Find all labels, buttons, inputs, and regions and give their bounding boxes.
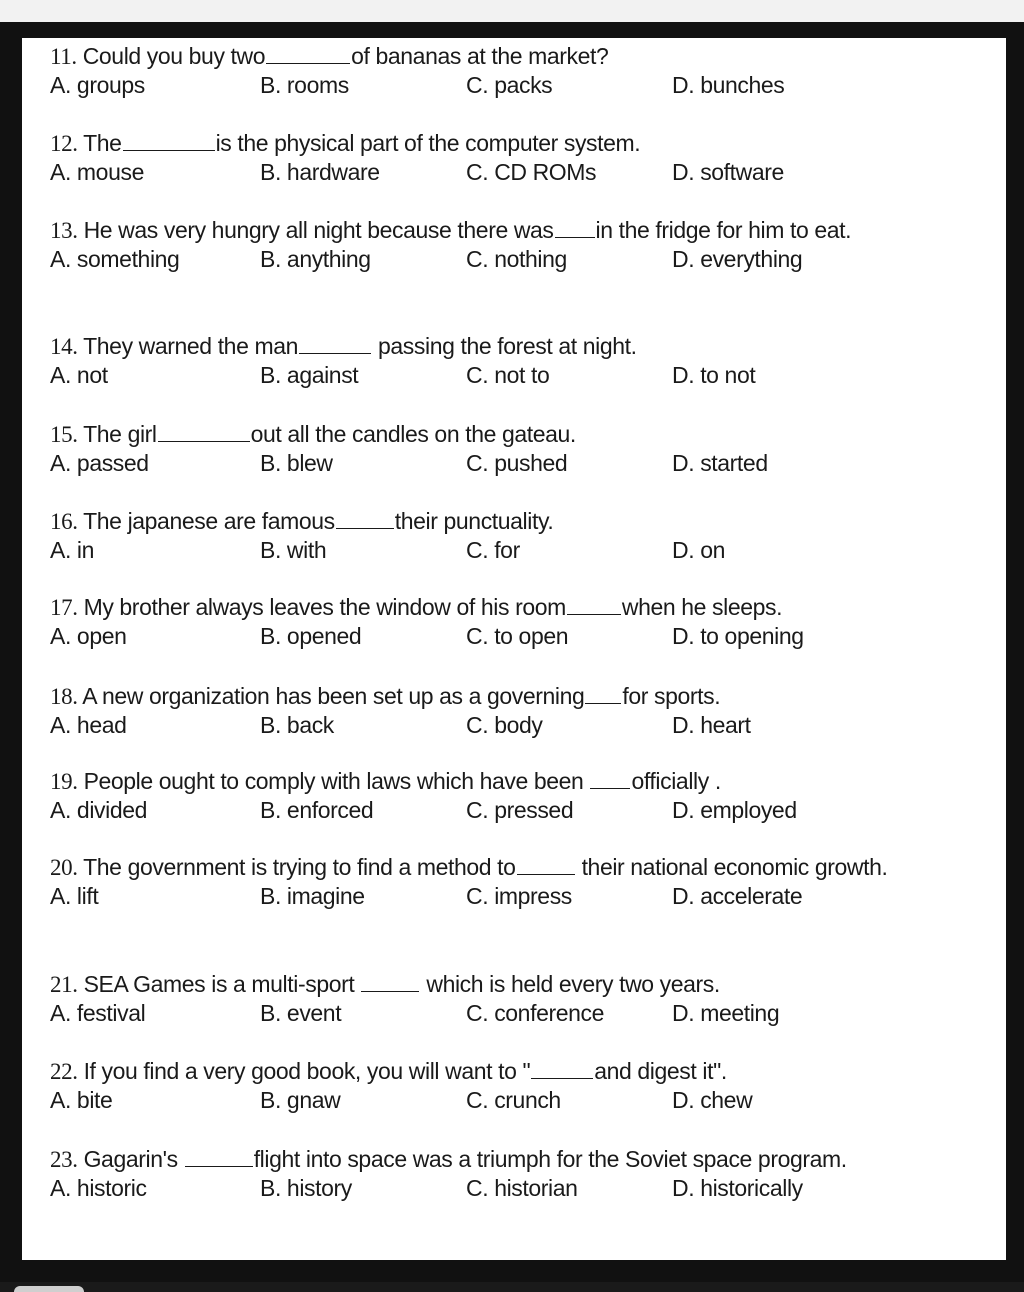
stem-text-after: in the fridge for him to eat. — [595, 217, 852, 243]
option-a: A. mouse — [50, 159, 144, 185]
stem-text-before: The japanese are famous — [83, 508, 335, 534]
question-stem — [50, 593, 950, 622]
option-b: B. hardware — [260, 159, 380, 185]
scroll-thumb[interactable] — [14, 1286, 84, 1292]
option-c: C. nothing — [466, 246, 567, 272]
question-20 — [50, 853, 950, 911]
option-c: C. not to — [466, 362, 550, 388]
answer-blank — [517, 854, 575, 875]
answer-blank — [567, 594, 621, 615]
question-11 — [50, 42, 950, 100]
stem-text-after: for sports. — [622, 683, 721, 709]
option-c: C. crunch — [466, 1087, 561, 1113]
option-b: B. back — [260, 712, 334, 738]
top-strip — [0, 0, 1024, 22]
options-row — [50, 711, 950, 740]
option-d: D. to not — [672, 362, 756, 388]
stem-text-after: is the physical part of the computer system. — [215, 130, 641, 156]
question-number: 11. — [50, 44, 77, 69]
stem-text-after: which is held every two years. — [426, 971, 720, 997]
stem-text-after: of bananas at the market? — [351, 43, 609, 69]
question-23 — [50, 1145, 950, 1203]
option-c: C. for — [466, 537, 520, 563]
option-b: B. imagine — [260, 883, 365, 909]
stem-text-after: when he sleeps. — [621, 594, 783, 620]
stem-text-after: flight into space was a triumph for the Soviet space program. — [253, 1146, 847, 1172]
question-14 — [50, 332, 950, 390]
question-13 — [50, 216, 950, 274]
option-a: A. historic — [50, 1175, 147, 1201]
stem-text-before: Could you buy two — [82, 43, 266, 69]
options-row — [50, 449, 950, 478]
stem-text-before: The government is trying to find a method to — [83, 854, 516, 880]
option-b: B. anything — [260, 246, 371, 272]
option-b: B. event — [260, 1000, 342, 1026]
stem-text-before: They warned the man — [83, 333, 298, 359]
question-stem — [50, 1145, 947, 1174]
question-number: 12. — [50, 131, 78, 156]
option-c: C. conference — [466, 1000, 604, 1026]
answer-blank — [158, 421, 250, 442]
option-a: A. bite — [50, 1087, 113, 1113]
option-a: A. open — [50, 623, 127, 649]
options-row — [50, 1174, 950, 1203]
options-row — [50, 158, 950, 187]
option-b: B. blew — [260, 450, 333, 476]
stem-text-after: and digest it". — [594, 1058, 727, 1084]
question-stem — [50, 216, 967, 245]
answer-blank — [123, 130, 215, 151]
option-a: A. festival — [50, 1000, 146, 1026]
question-number: 23. — [50, 1147, 78, 1172]
option-d: D. accelerate — [672, 883, 803, 909]
answer-blank — [585, 683, 621, 704]
stem-text-after: passing the forest at night. — [378, 333, 637, 359]
option-b: B. against — [260, 362, 359, 388]
options-row — [50, 796, 950, 825]
stem-text-before: A new organization has been set up as a governing — [82, 683, 585, 709]
stem-text-before: My brother always leaves the window of his room — [83, 594, 566, 620]
question-16 — [50, 507, 950, 565]
option-d: D. to opening — [672, 623, 804, 649]
question-21 — [50, 970, 950, 1028]
option-b: B. with — [260, 537, 327, 563]
option-a: A. groups — [50, 72, 145, 98]
option-d: D. employed — [672, 797, 797, 823]
stem-text-before: The girl — [83, 421, 157, 447]
stem-text-before: He was very hungry all night because there was — [83, 217, 554, 243]
question-18 — [50, 682, 950, 740]
options-row — [50, 245, 950, 274]
answer-blank — [361, 971, 419, 992]
option-c: C. pushed — [466, 450, 568, 476]
answer-blank — [185, 1146, 253, 1167]
option-b: B. gnaw — [260, 1087, 341, 1113]
question-number: 17. — [50, 595, 78, 620]
question-number: 14. — [50, 334, 78, 359]
answer-blank — [336, 508, 394, 529]
option-a: A. not — [50, 362, 108, 388]
question-stem — [50, 853, 967, 882]
question-number: 22. — [50, 1059, 78, 1084]
option-d: D. meeting — [672, 1000, 780, 1026]
option-a: A. lift — [50, 883, 99, 909]
options-row — [50, 361, 950, 390]
option-d: D. heart — [672, 712, 751, 738]
option-d: D. on — [672, 537, 725, 563]
stem-text-after: out all the candles on the gateau. — [250, 421, 576, 447]
question-number: 19. — [50, 769, 78, 794]
stem-text-before: Gagarin's — [83, 1146, 178, 1172]
option-d: D. chew — [672, 1087, 753, 1113]
question-stem — [50, 129, 950, 158]
answer-blank — [299, 333, 371, 354]
question-number: 18. — [50, 684, 78, 709]
answer-blank — [555, 217, 595, 238]
options-row — [50, 1086, 950, 1115]
question-stem — [50, 682, 950, 711]
question-22 — [50, 1057, 950, 1115]
question-stem — [50, 420, 950, 449]
bottom-bar — [0, 1282, 1024, 1292]
option-a: A. head — [50, 712, 127, 738]
option-a: A. in — [50, 537, 95, 563]
option-c: C. CD ROMs — [466, 159, 597, 185]
options-row — [50, 882, 950, 911]
option-a: A. passed — [50, 450, 149, 476]
answer-blank — [266, 43, 350, 64]
options-row — [50, 536, 950, 565]
question-stem — [50, 1057, 950, 1086]
option-b: B. history — [260, 1175, 352, 1201]
option-d: D. everything — [672, 246, 803, 272]
question-stem — [50, 767, 950, 796]
question-12 — [50, 129, 950, 187]
question-stem — [50, 970, 950, 999]
option-a: A. something — [50, 246, 180, 272]
question-number: 20. — [50, 855, 78, 880]
stem-text-before: SEA Games is a multi-sport — [83, 971, 355, 997]
option-b: B. opened — [260, 623, 362, 649]
question-stem — [50, 42, 950, 71]
answer-blank — [590, 768, 630, 789]
option-c: C. pressed — [466, 797, 574, 823]
options-row — [50, 622, 950, 651]
question-stem — [50, 332, 950, 361]
answer-blank — [531, 1058, 593, 1079]
option-b: B. rooms — [260, 72, 349, 98]
options-row — [50, 999, 950, 1028]
question-19 — [50, 767, 950, 825]
question-15 — [50, 420, 950, 478]
stem-text-before: If you find a very good book, you will want to " — [83, 1058, 531, 1084]
options-row — [50, 71, 950, 100]
option-c: C. to open — [466, 623, 569, 649]
question-number: 16. — [50, 509, 78, 534]
option-c: C. historian — [466, 1175, 578, 1201]
option-c: C. body — [466, 712, 543, 738]
option-d: D. historically — [672, 1175, 803, 1201]
stem-text-after: their punctuality. — [394, 508, 554, 534]
option-b: B. enforced — [260, 797, 374, 823]
question-17 — [50, 593, 950, 651]
option-d: D. bunches — [672, 72, 785, 98]
question-number: 13. — [50, 218, 78, 243]
question-number: 21. — [50, 972, 78, 997]
stem-text-after: their national economic growth. — [581, 854, 888, 880]
option-a: A. divided — [50, 797, 148, 823]
stem-text-before: The — [83, 130, 122, 156]
option-c: C. packs — [466, 72, 553, 98]
question-number: 15. — [50, 422, 78, 447]
option-c: C. impress — [466, 883, 572, 909]
question-stem — [50, 507, 950, 536]
option-d: D. started — [672, 450, 768, 476]
stem-text-after: officially . — [631, 768, 721, 794]
option-d: D. software — [672, 159, 784, 185]
stem-text-before: People ought to comply with laws which have been — [83, 768, 584, 794]
